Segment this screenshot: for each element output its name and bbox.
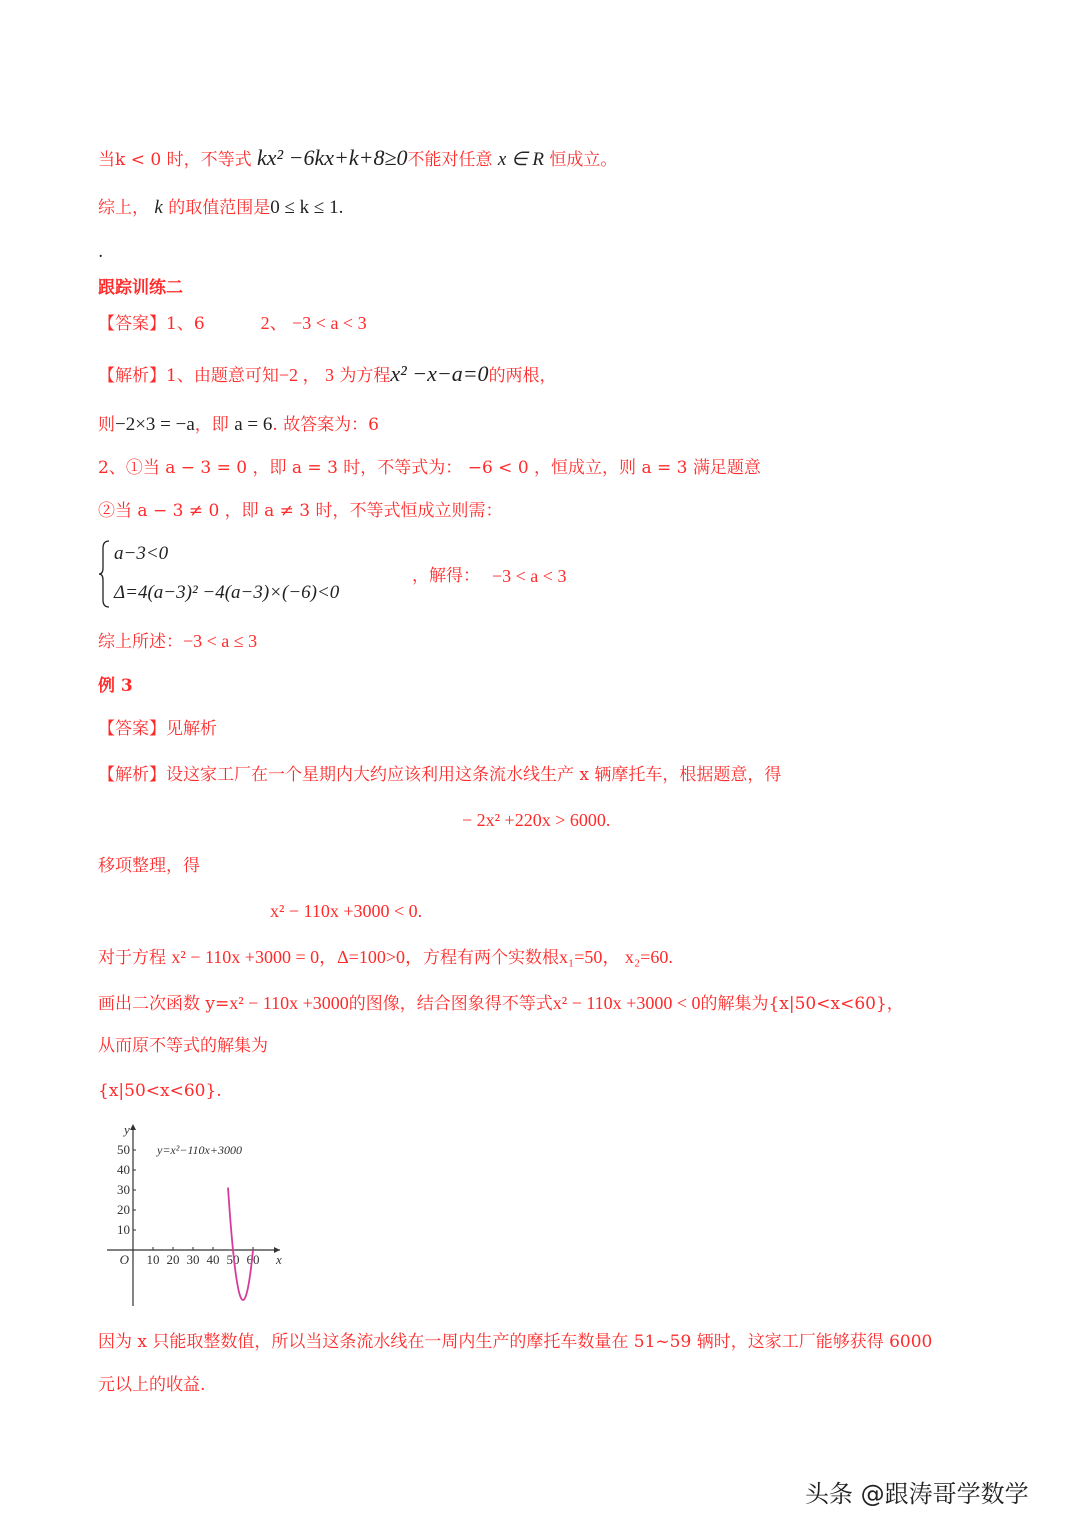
equation-1: − 2x² +220x > 6000.: [462, 810, 611, 830]
answer-line-3: 【答案】见解析: [98, 719, 217, 739]
math: x² − 110x +3000 < 0: [552, 993, 701, 1013]
inequality: kx² −6kx+k+8≥0: [256, 145, 408, 170]
math: −3 < a ≤ 3: [183, 631, 258, 651]
text: 不能对任意: [407, 150, 493, 170]
text: 当k < 0 时，不等式: [98, 150, 252, 170]
equation-system: [98, 538, 618, 610]
system-line-1: a−3<0: [114, 543, 169, 564]
y-tick-label: 20: [117, 1202, 130, 1217]
analysis-text-4: [98, 991, 904, 1016]
text: 的解集为{x|50<x<60}，: [700, 994, 904, 1014]
math: −2×3 = −a: [115, 414, 195, 435]
y-tick-label: 30: [117, 1182, 130, 1197]
math: a = 6: [234, 414, 273, 435]
analysis-line-1: [98, 362, 557, 388]
analysis-line-3: 2、①当 a − 3 = 0 ，即 a = 3 时，不等式为： −6 < 0 ，恒成立，则 a = 3 满足题意: [98, 458, 761, 478]
heading-example-3: 例 3: [98, 676, 133, 696]
text: 的取值范围是: [168, 198, 271, 218]
function-label: y=x²−110x+3000: [157, 1143, 242, 1157]
text: 【答案】1、6: [98, 314, 205, 334]
y-tick-label: 40: [117, 1162, 130, 1177]
y-arrow-icon: [130, 1124, 136, 1130]
parabola-curve: [228, 1188, 253, 1301]
y-axis-label: y: [124, 1122, 130, 1137]
math: x ∈ R: [497, 149, 545, 170]
equation: x² −x−a=0: [390, 361, 489, 386]
parabola-graph: [100, 1118, 290, 1310]
analysis-text-3: [98, 945, 673, 970]
text: 综上，: [98, 198, 149, 218]
text: 对于方程: [98, 948, 166, 968]
analysis-text-5: 从而原不等式的解集为: [98, 1036, 268, 1056]
x-tick-label: 40: [206, 1252, 220, 1267]
x-tick-label: 30: [186, 1252, 200, 1267]
analysis-line-4: ②当 a − 3 ≠ 0 ，即 a ≠ 3 时，不等式恒成立则需：: [98, 501, 503, 521]
text: 的两根，: [488, 366, 557, 386]
text: 画出二次函数 y=: [98, 994, 230, 1014]
conclusion-line-2: 元以上的收益.: [98, 1375, 206, 1395]
text: 恒成立。: [549, 150, 618, 170]
text: . 故答案为：6: [272, 415, 379, 435]
text: 则: [98, 415, 115, 435]
text: ，解得：: [412, 566, 480, 586]
analysis-text-1: 【解析】设这家工厂在一个星期内大约应该利用这条流水线生产 x 辆摩托车，根据题意，得: [98, 765, 782, 785]
dot: .: [98, 242, 104, 262]
text: 为方程: [339, 366, 391, 386]
y-tick-label: 10: [117, 1222, 130, 1237]
x-tick-label: 20: [166, 1252, 180, 1267]
x-tick-label: 60: [246, 1252, 260, 1267]
x-tick-label: 50: [226, 1252, 240, 1267]
math: 0 ≤ k ≤ 1.: [270, 197, 344, 218]
text: ，即: [194, 415, 229, 435]
math: x² − 110x +3000: [229, 993, 349, 1013]
math: 2、 −3 < a < 3: [260, 313, 367, 333]
math: k: [154, 197, 163, 218]
conclusion-line-1: 因为 x 只能取整数值，所以当这条流水线在一周内生产的摩托车数量在 51~59 辆时，这家工厂能够获得 6000: [98, 1332, 933, 1352]
x-tick-label: 10: [146, 1252, 160, 1267]
math: x₁=50， x₂=60.: [558, 947, 673, 967]
text: 的图像，结合图象得不等式: [348, 994, 553, 1014]
text: 【解析】1、由题意可知: [98, 366, 279, 386]
text: 方程有两个实数根: [422, 948, 559, 968]
y-tick-label: 50: [117, 1142, 130, 1157]
analysis-line-2: [98, 413, 379, 437]
solution-set: {x|50<x<60}.: [98, 1081, 222, 1101]
system-line-2: Δ=4(a−3)² −4(a−3)×(−6)<0: [114, 582, 340, 603]
x-axis-label: x: [276, 1252, 282, 1267]
text: 综上所述：: [98, 632, 183, 652]
math: x² − 110x +3000 = 0，Δ=100>0，: [171, 947, 423, 967]
line-k-negative: [98, 146, 617, 172]
brace: [98, 540, 110, 608]
math: −2 ， 3: [278, 365, 334, 385]
line-summary-k: [98, 196, 343, 220]
summary-line: [98, 629, 257, 654]
analysis-text-2: 移项整理，得: [98, 856, 200, 876]
origin-label: O: [119, 1252, 129, 1267]
answer-line: [98, 311, 367, 336]
watermark: 头条 @跟涛哥学数学: [805, 1480, 1029, 1508]
heading-tracking-2: 跟踪训练二: [98, 278, 183, 298]
math: −3 < a < 3: [492, 566, 567, 586]
equation-2: x² − 110x +3000 < 0.: [270, 901, 423, 921]
